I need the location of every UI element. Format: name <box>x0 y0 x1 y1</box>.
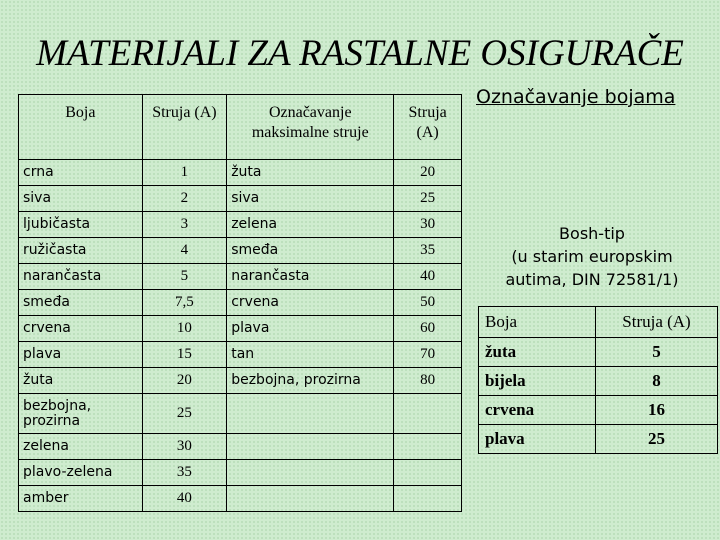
bosh-row <box>479 338 718 367</box>
bosh-struja-cell: 5 <box>596 338 718 367</box>
boja-cell: plavo-zelena <box>19 460 143 486</box>
table-row <box>19 460 462 486</box>
struja-max-cell: 35 <box>394 238 462 264</box>
bosh-line-3: autima, DIN 72581/1) <box>505 270 679 289</box>
struja-max-cell: 20 <box>394 160 462 186</box>
table-row <box>19 486 462 512</box>
bosh-boja-cell: plava <box>479 425 596 454</box>
struja-max-cell: 25 <box>394 186 462 212</box>
struja-max-cell <box>394 434 462 460</box>
table-row <box>19 434 462 460</box>
struja-max-cell: 60 <box>394 316 462 342</box>
oznacavanje-cell <box>227 434 394 460</box>
bosh-boja-cell: bijela <box>479 367 596 396</box>
bosh-description <box>480 222 704 291</box>
bosh-boja-cell: žuta <box>479 338 596 367</box>
struja-cell: 25 <box>142 394 227 434</box>
oznacavanje-cell: crvena <box>227 290 394 316</box>
table-row <box>19 238 462 264</box>
boja-cell: ružičasta <box>19 238 143 264</box>
header-oznacavanje: Označavanje maksimalne struje <box>227 95 394 160</box>
side-title: Označavanje bojama <box>476 86 676 108</box>
struja-max-cell: 30 <box>394 212 462 238</box>
struja-cell: 40 <box>142 486 227 512</box>
fuse-color-table <box>18 94 462 512</box>
struja-max-cell <box>394 486 462 512</box>
oznacavanje-cell: siva <box>227 186 394 212</box>
bosh-struja-cell: 16 <box>596 396 718 425</box>
boja-cell: siva <box>19 186 143 212</box>
boja-cell: crvena <box>19 316 143 342</box>
oznacavanje-cell: zelena <box>227 212 394 238</box>
boja-cell: amber <box>19 486 143 512</box>
oznacavanje-cell: plava <box>227 316 394 342</box>
bosh-header-struja: Struja (A) <box>596 307 718 338</box>
struja-cell: 2 <box>142 186 227 212</box>
struja-max-cell: 80 <box>394 368 462 394</box>
table-row <box>19 160 462 186</box>
struja-max-cell <box>394 394 462 434</box>
struja-cell: 20 <box>142 368 227 394</box>
bosh-line-1: Bosh-tip <box>559 224 625 243</box>
boja-cell: bezbojna, prozirna <box>19 394 143 434</box>
oznacavanje-cell: narančasta <box>227 264 394 290</box>
oznacavanje-cell: žuta <box>227 160 394 186</box>
bosh-table <box>478 306 718 454</box>
boja-cell: žuta <box>19 368 143 394</box>
bosh-header-row <box>479 307 718 338</box>
boja-cell: zelena <box>19 434 143 460</box>
bosh-row <box>479 367 718 396</box>
header-boja: Boja <box>19 95 143 160</box>
table-row <box>19 212 462 238</box>
boja-cell: ljubičasta <box>19 212 143 238</box>
table-row <box>19 316 462 342</box>
boja-cell: plava <box>19 342 143 368</box>
table-row <box>19 186 462 212</box>
table-row <box>19 394 462 434</box>
table-row <box>19 368 462 394</box>
oznacavanje-cell: bezbojna, prozirna <box>227 368 394 394</box>
table-row <box>19 264 462 290</box>
header-struja-2: Struja (A) <box>394 95 462 160</box>
table-row <box>19 290 462 316</box>
page-title: MATERIJALI ZA RASTALNE OSIGURAČE <box>36 33 684 74</box>
bosh-struja-cell: 25 <box>596 425 718 454</box>
bosh-boja-cell: crvena <box>479 396 596 425</box>
oznacavanje-cell: tan <box>227 342 394 368</box>
bosh-header-boja: Boja <box>479 307 596 338</box>
struja-max-cell: 50 <box>394 290 462 316</box>
struja-cell: 10 <box>142 316 227 342</box>
bosh-row <box>479 396 718 425</box>
struja-cell: 30 <box>142 434 227 460</box>
boja-cell: smeđa <box>19 290 143 316</box>
struja-cell: 3 <box>142 212 227 238</box>
boja-cell: narančasta <box>19 264 143 290</box>
struja-cell: 35 <box>142 460 227 486</box>
oznacavanje-cell <box>227 460 394 486</box>
struja-max-cell: 70 <box>394 342 462 368</box>
oznacavanje-cell: smeđa <box>227 238 394 264</box>
oznacavanje-cell <box>227 486 394 512</box>
bosh-line-2: (u starim europskim <box>511 247 673 266</box>
table-row <box>19 342 462 368</box>
bosh-struja-cell: 8 <box>596 367 718 396</box>
boja-cell: crna <box>19 160 143 186</box>
struja-cell: 5 <box>142 264 227 290</box>
struja-max-cell <box>394 460 462 486</box>
struja-cell: 1 <box>142 160 227 186</box>
struja-max-cell: 40 <box>394 264 462 290</box>
bosh-row <box>479 425 718 454</box>
struja-cell: 7,5 <box>142 290 227 316</box>
oznacavanje-cell <box>227 394 394 434</box>
struja-cell: 15 <box>142 342 227 368</box>
header-struja: Struja (A) <box>142 95 227 160</box>
struja-cell: 4 <box>142 238 227 264</box>
table-header-row <box>19 95 462 160</box>
